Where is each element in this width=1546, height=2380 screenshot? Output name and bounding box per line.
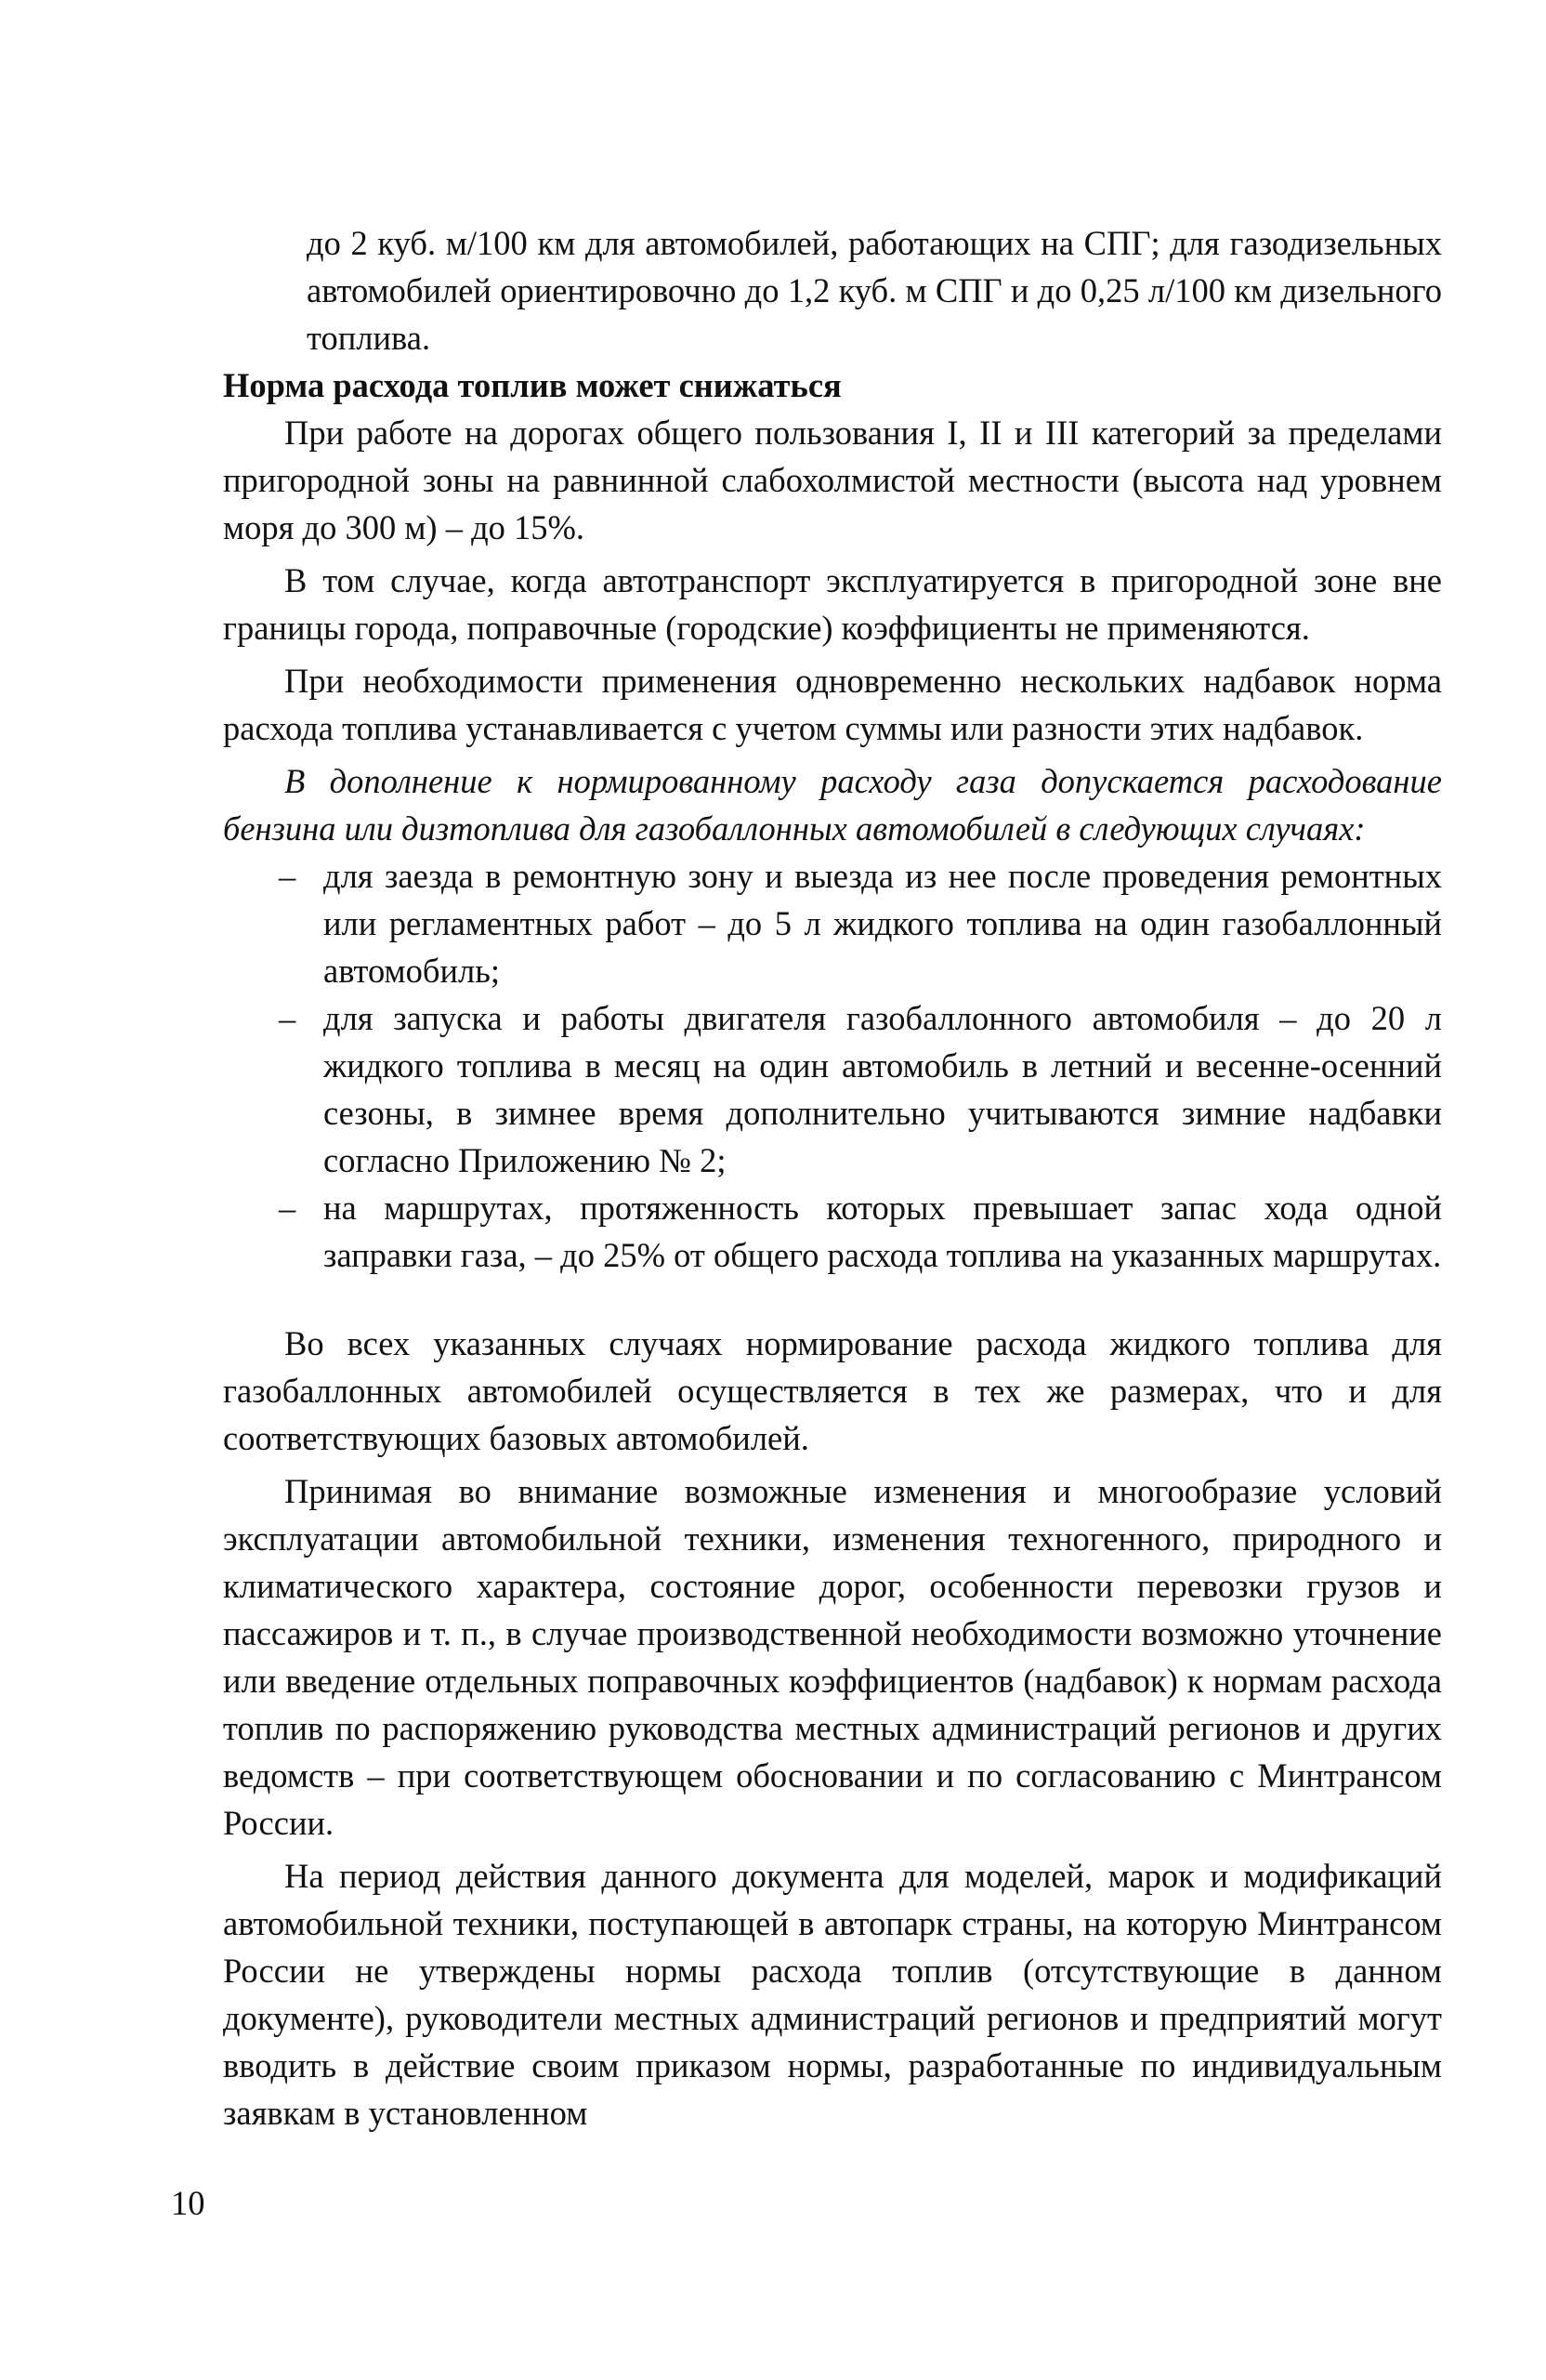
paragraph-reduction-roads: При работе на дорогах общего пользования I, II и III категорий за пределами пригородной зоны на равнинной слабохолмистой местности (высота над уровнем моря до 300 м) – до 15%. [223, 414, 1442, 546]
italic-intro-paragraph: В дополнение к нормированному расходу газа допускается расходование бензина или дизтоплива для газобаллонных автомобилей в следующих случаях: [223, 762, 1442, 848]
section-heading: Норма расхода топлив может снижаться [223, 366, 842, 404]
list-item-text: на маршрутах, протяженность которых превышает запас хода одной заправки газа, – до 25% от общего расхода топлива на указанных маршрутах. [323, 1189, 1442, 1274]
continuation-paragraph: до 2 куб. м/100 км для автомобилей, работающих на СПГ; для газодизельных автомобилей ориентировочно до 1,2 куб. м СПГ и до 0,25 л/100 км дизельного топлива. [307, 224, 1442, 357]
list-item [223, 994, 1442, 1184]
bullet-dash: – [279, 1189, 296, 1227]
list-item [223, 1184, 1442, 1279]
bullet-dash: – [279, 999, 296, 1037]
paragraph-multiple-allowances: При необходимости применения одновременно нескольких надбавок норма расхода топлива устанавливается с учетом суммы или разности этих надбавок. [223, 662, 1442, 747]
paragraph-base-vehicles: Во всех указанных случаях нормирование расхода жидкого топлива для газобаллонных автомобилей осуществляется в тех же размерах, что и для соответствующих базовых автомобилей. [223, 1324, 1442, 1457]
bullet-list [223, 852, 1442, 1279]
document-page [223, 219, 1442, 2137]
list-item-text: для заезда в ремонтную зону и выезда из нее после проведения ремонтных или регламентных работ – до 5 л жидкого топлива на один газобаллонный автомобиль; [323, 857, 1442, 990]
paragraph-document-period: На период действия данного документа для моделей, марок и модификаций автомобильной техники, поступающей в автопарк страны, на которую Минтрансом России не утверждены нормы расхода топлив (отсутствующие в данном документе), руководители местных администраций регионов и предприятий могут вводить в действие своим приказом нормы, разработанные по индивидуальным заявкам в установленном [223, 1857, 1442, 2132]
bullet-dash: – [279, 857, 296, 895]
list-item-text: для запуска и работы двигателя газобаллонного автомобиля – до 20 л жидкого топлива в месяц на один автомобиль в летний и весенне-осенний сезоны, в зимнее время дополнительно учитываются зимние надбавки согласно Приложению № 2; [323, 999, 1442, 1179]
paragraph-suburban-zone: В том случае, когда автотранспорт эксплуатируется в пригородной зоне вне границы города, поправочные (городские) коэффициенты не применяются. [223, 561, 1442, 647]
paragraph-correction-factors: Принимая во внимание возможные изменения и многообразие условий эксплуатации автомобильной техники, изменения техногенного, природного и климатического характера, состояние дорог, особенности перевозки грузов и пассажиров и т. п., в случае производственной необходимости возможно уточнение или введение отдельных поправочных коэффициентов (надбавок) к нормам расхода топлив по распоряжению руководства местных администраций регионов и других ведомств – при соответствующем обосновании и по согласованию с Минтрансом России. [223, 1472, 1442, 1842]
page-number: 10 [171, 2184, 205, 2222]
list-item [223, 852, 1442, 994]
